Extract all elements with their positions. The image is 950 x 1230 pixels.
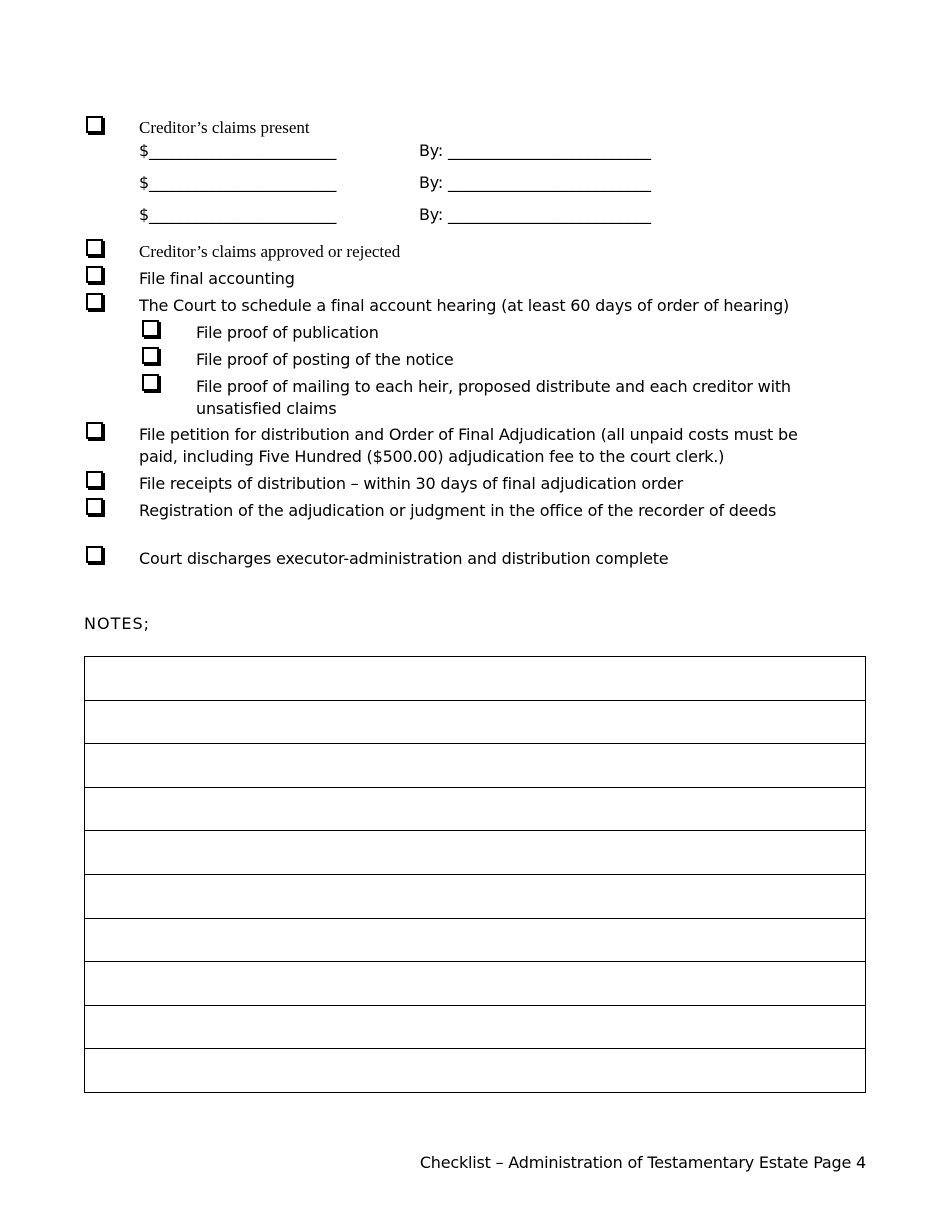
notes-label: NOTES; xyxy=(84,614,150,633)
final-hearing-checkbox[interactable] xyxy=(86,293,103,310)
final-hearing-label: The Court to schedule a final account hearing (at least 60 days of order of hearing) xyxy=(139,296,790,315)
registration-checkbox[interactable] xyxy=(86,498,103,515)
receipts-distribution-checkbox[interactable] xyxy=(86,471,103,488)
claim-amount-line-2[interactable]: $________________________ xyxy=(139,173,337,192)
notes-row xyxy=(85,1049,866,1093)
notes-row xyxy=(85,700,866,744)
notes-row xyxy=(85,918,866,962)
notes-row xyxy=(85,962,866,1006)
proof-posting-label: File proof of posting of the notice xyxy=(196,350,454,369)
page-footer: Checklist – Administration of Testamentary Estate Page 4 xyxy=(419,1153,866,1172)
petition-distribution-label: File petition for distribution and Order of Final Adjudication (all unpaid costs must be paid, including Five Hundred ($500.00) adjudication fee to the court clerk.) xyxy=(139,425,798,466)
notes-cell[interactable] xyxy=(85,787,866,831)
petition-distribution-checkbox[interactable] xyxy=(86,422,103,439)
notes-row xyxy=(85,831,866,875)
notes-cell[interactable] xyxy=(85,962,866,1006)
notes-row xyxy=(85,874,866,918)
notes-cell[interactable] xyxy=(85,1005,866,1049)
notes-cell[interactable] xyxy=(85,874,866,918)
creditors-claims-heading: Creditor’s claims present xyxy=(139,118,310,137)
proof-publication-label: File proof of publication xyxy=(196,323,379,342)
final-accounting-label: File final accounting xyxy=(139,269,295,288)
court-discharge-label: Court discharges executor-administration and distribution complete xyxy=(139,549,669,568)
notes-cell[interactable] xyxy=(85,657,866,701)
notes-row xyxy=(85,1005,866,1049)
claim-amount-line-1[interactable]: $________________________ xyxy=(139,141,337,160)
proof-publication-checkbox[interactable] xyxy=(142,320,159,337)
notes-cell[interactable] xyxy=(85,1049,866,1093)
final-accounting-checkbox[interactable] xyxy=(86,266,103,283)
claim-amount-line-3[interactable]: $________________________ xyxy=(139,205,337,224)
proof-mailing-checkbox[interactable] xyxy=(142,374,159,391)
notes-row xyxy=(85,657,866,701)
proof-mailing-label: File proof of mailing to each heir, proposed distribute and each creditor with unsatisfied claims xyxy=(196,377,791,418)
claim-by-line-1[interactable]: By: __________________________ xyxy=(419,141,651,160)
notes-cell[interactable] xyxy=(85,700,866,744)
proof-posting-checkbox[interactable] xyxy=(142,347,159,364)
claims-approved-checkbox[interactable] xyxy=(86,239,103,256)
notes-table xyxy=(84,656,866,1093)
claims-approved-label: Creditor’s claims approved or rejected xyxy=(139,242,401,261)
registration-label: Registration of the adjudication or judgment in the office of the recorder of deeds xyxy=(139,501,777,520)
claim-by-line-2[interactable]: By: __________________________ xyxy=(419,173,651,192)
receipts-distribution-label: File receipts of distribution – within 30 days of final adjudication order xyxy=(139,474,684,493)
claim-by-line-3[interactable]: By: __________________________ xyxy=(419,205,651,224)
notes-cell[interactable] xyxy=(85,744,866,788)
creditors-claims-checkbox[interactable] xyxy=(86,116,103,133)
notes-row xyxy=(85,744,866,788)
court-discharge-checkbox[interactable] xyxy=(86,546,103,563)
notes-cell[interactable] xyxy=(85,918,866,962)
notes-row xyxy=(85,787,866,831)
notes-cell[interactable] xyxy=(85,831,866,875)
